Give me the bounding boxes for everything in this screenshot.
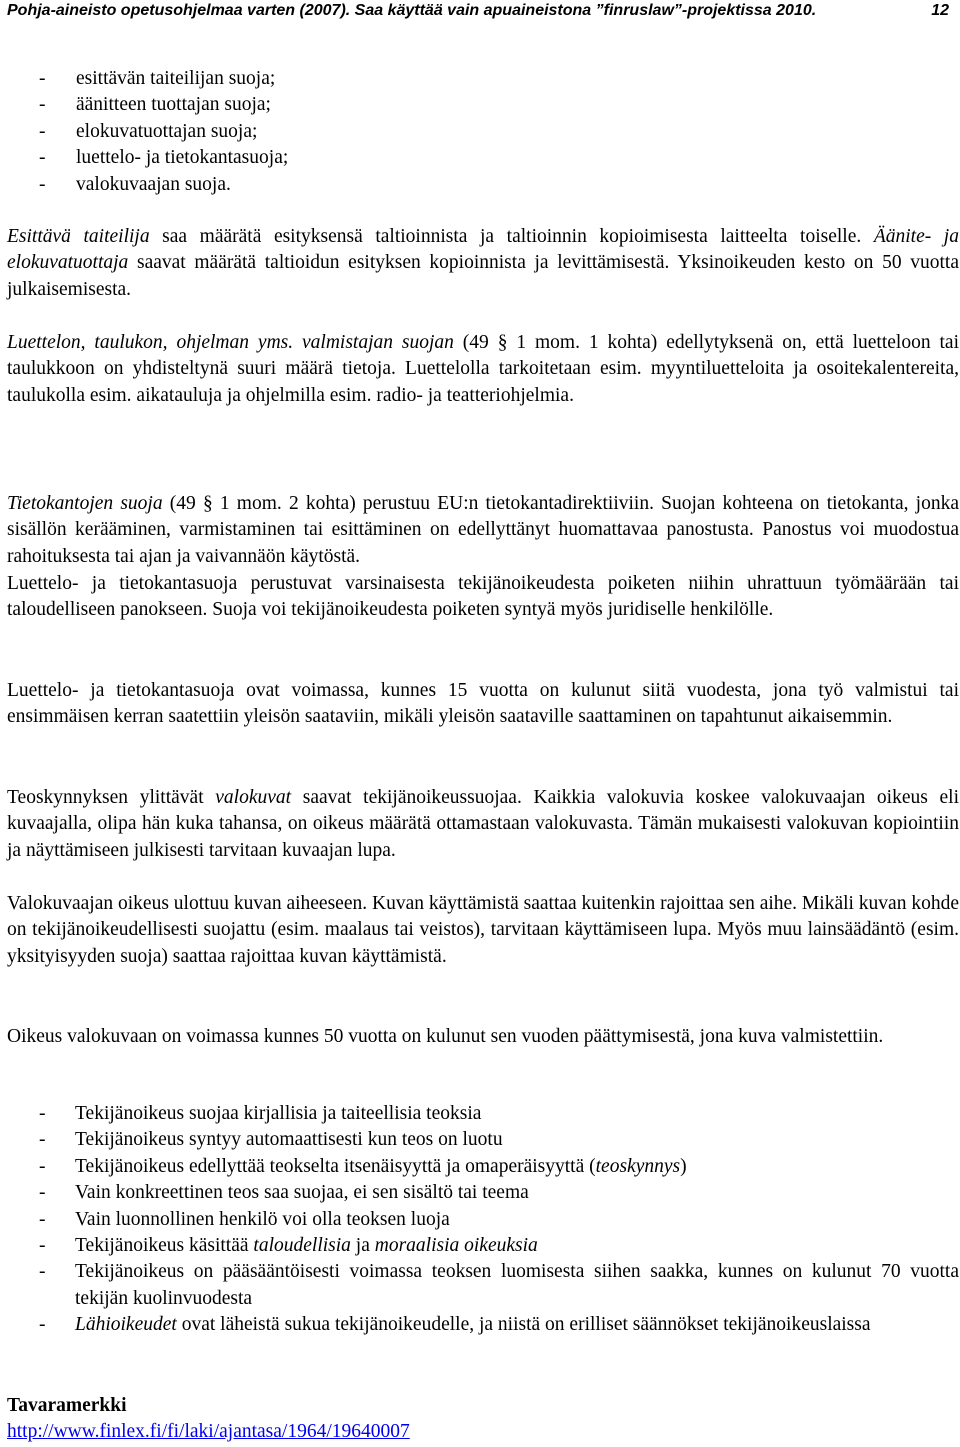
paragraph-photographs: Teoskynnyksen ylittävät valokuvat saavat tekijänoikeussuojaa. Kaikkia valokuvia koskee valokuvaajan oikeus eli kuvaajalla, olipa hän kuka tahansa, on oikeus määrätä ottamastaan valokuvasta. Tämän mukaisesti valokuvan kopiointiin ja näyttämiseen julkisesti tarvitaan kuvaajan lupa. — [7, 787, 959, 861]
paragraph-database: Tietokantojen suoja (49 § 1 mom. 2 kohta) perustuu EU:n tietokantadirektiiviin. Suojan kohteena on tietokanta, jonka sisällön kerääminen, varmistaminen tai esittäminen on edellyttänyt huomattavaa panostusta. Panostus voi muodostua rahoituksesta tai ajan ja vaivannäön käytöstä. — [7, 493, 959, 567]
page-header — [7, 2, 959, 20]
paragraph-photo-subject: Valokuvaajan oikeus ulottuu kuvan aiheeseen. Kuvan käyttämistä saattaa kuitenkin rajoittaa sen aihe. Mikäli kuvan kohde on tekijänoikeudellisesti suojattu (esim. maalaus tai veistos), tarvitaan käyttämiseen lupa. Myös muu lainsäädäntö (esim. yksityisyyden suoja) saattaa rajoittaa kuvan käyttämistä. — [7, 893, 959, 967]
paragraph-photo-duration: Oikeus valokuvaan on voimassa kunnes 50 vuotta on kulunut sen vuoden päättymisestä, jona kuva valmistettiin. — [7, 1026, 884, 1047]
list-item: - Lähioikeudet ovat läheistä sukua tekijänoikeudelle, ja niistä on erilliset säännökset tekijänoikeuslaissa — [39, 1314, 871, 1336]
list-item: - valokuvaajan suoja. — [39, 173, 231, 195]
list-item: - Tekijänoikeus käsittää taloudellisia ja moraalisia oikeuksia — [39, 1235, 538, 1257]
summary-list — [7, 1101, 959, 1339]
paragraph-catalogue: Luettelon, taulukon, ohjelman yms. valmistajan suojan (49 § 1 mom. 1 kohta) edellytyksenä on, että luetteloon tai taulukkoon on yhdisteltynä suuri määrä tietoja. Luettelolla tarkoitetaan esim. myyntiluetteloita ja osoitekalentereita, taulukolla esim. aikatauluja ja ohjelmilla esim. radio- ja teatteriohjelmia. — [7, 332, 959, 406]
list-item: - Tekijänoikeus suojaa kirjallisia ja taiteellisia teoksia — [39, 1103, 482, 1124]
paragraph-performers: Esittävä taiteilija saa määrätä esityksensä taltioinnista ja taltioinnin kopioimisesta laitteelta toiselle. Äänite- ja elokuvatuottaja saavat määrätä taltioidun esityksen kopioinnista ja levittämisestä. Yksinoikeuden kesto on 50 vuotta julkaisemisesta. — [7, 226, 959, 300]
paragraph-protection-basis: Luettelo- ja tietokantasuoja perustuvat varsinaisesta tekijänoikeudesta poiketen niihin uhrattuun työmäärään tai taloudelliseen panokseen. Suoja voi tekijänoikeudesta poiketen syntyä myös juridiselle henkilölle. — [7, 573, 959, 621]
list-item: - äänitteen tuottajan suoja; — [39, 94, 271, 116]
footer — [7, 1393, 959, 1446]
header-text: Pohja-aineisto opetusohjelmaa varten (2007). Saa käyttää vain apuaineistona ”finruslaw”-projektissa 2010. — [7, 2, 817, 19]
list-item: - elokuvatuottajan suoja; — [39, 120, 258, 142]
finlex-link[interactable]: http://www.finlex.fi/fi/laki/ajantasa/1964/19640007 — [7, 1421, 410, 1443]
list-item: - Tekijänoikeus on pääsääntöisesti voimassa teoksen luomisesta siihen saakka, kunnes on kulunut 70 vuotta tekijän kuolinvuodesta — [39, 1261, 959, 1309]
list-item: - Vain konkreettinen teos saa suojaa, ei sen sisältö tai teema — [39, 1182, 529, 1204]
list-item: - esittävän taiteilijan suoja; — [39, 68, 276, 89]
rights-list — [7, 66, 959, 198]
list-item: - Tekijänoikeus syntyy automaattisesti kun teos on luotu — [39, 1129, 503, 1151]
list-item: - Vain luonnollinen henkilö voi olla teoksen luoja — [39, 1208, 450, 1230]
section-heading: Tavaramerkki — [7, 1395, 127, 1416]
list-item: - Tekijänoikeus edellyttää teokselta itsenäisyyttä ja omaperäisyyttä (teoskynnys) — [39, 1155, 687, 1177]
list-item: - luettelo- ja tietokantasuoja; — [39, 147, 289, 169]
page-number: 12 — [931, 2, 949, 19]
paragraph-protection-duration: Luettelo- ja tietokantasuoja ovat voimassa, kunnes 15 vuotta on kulunut siitä vuodesta, jona työ valmistui tai ensimmäisen kerran saatettiin yleisön saataviin, mikäli yleisön saataville saattaminen on tapahtunut aikaisemmin. — [7, 680, 959, 728]
